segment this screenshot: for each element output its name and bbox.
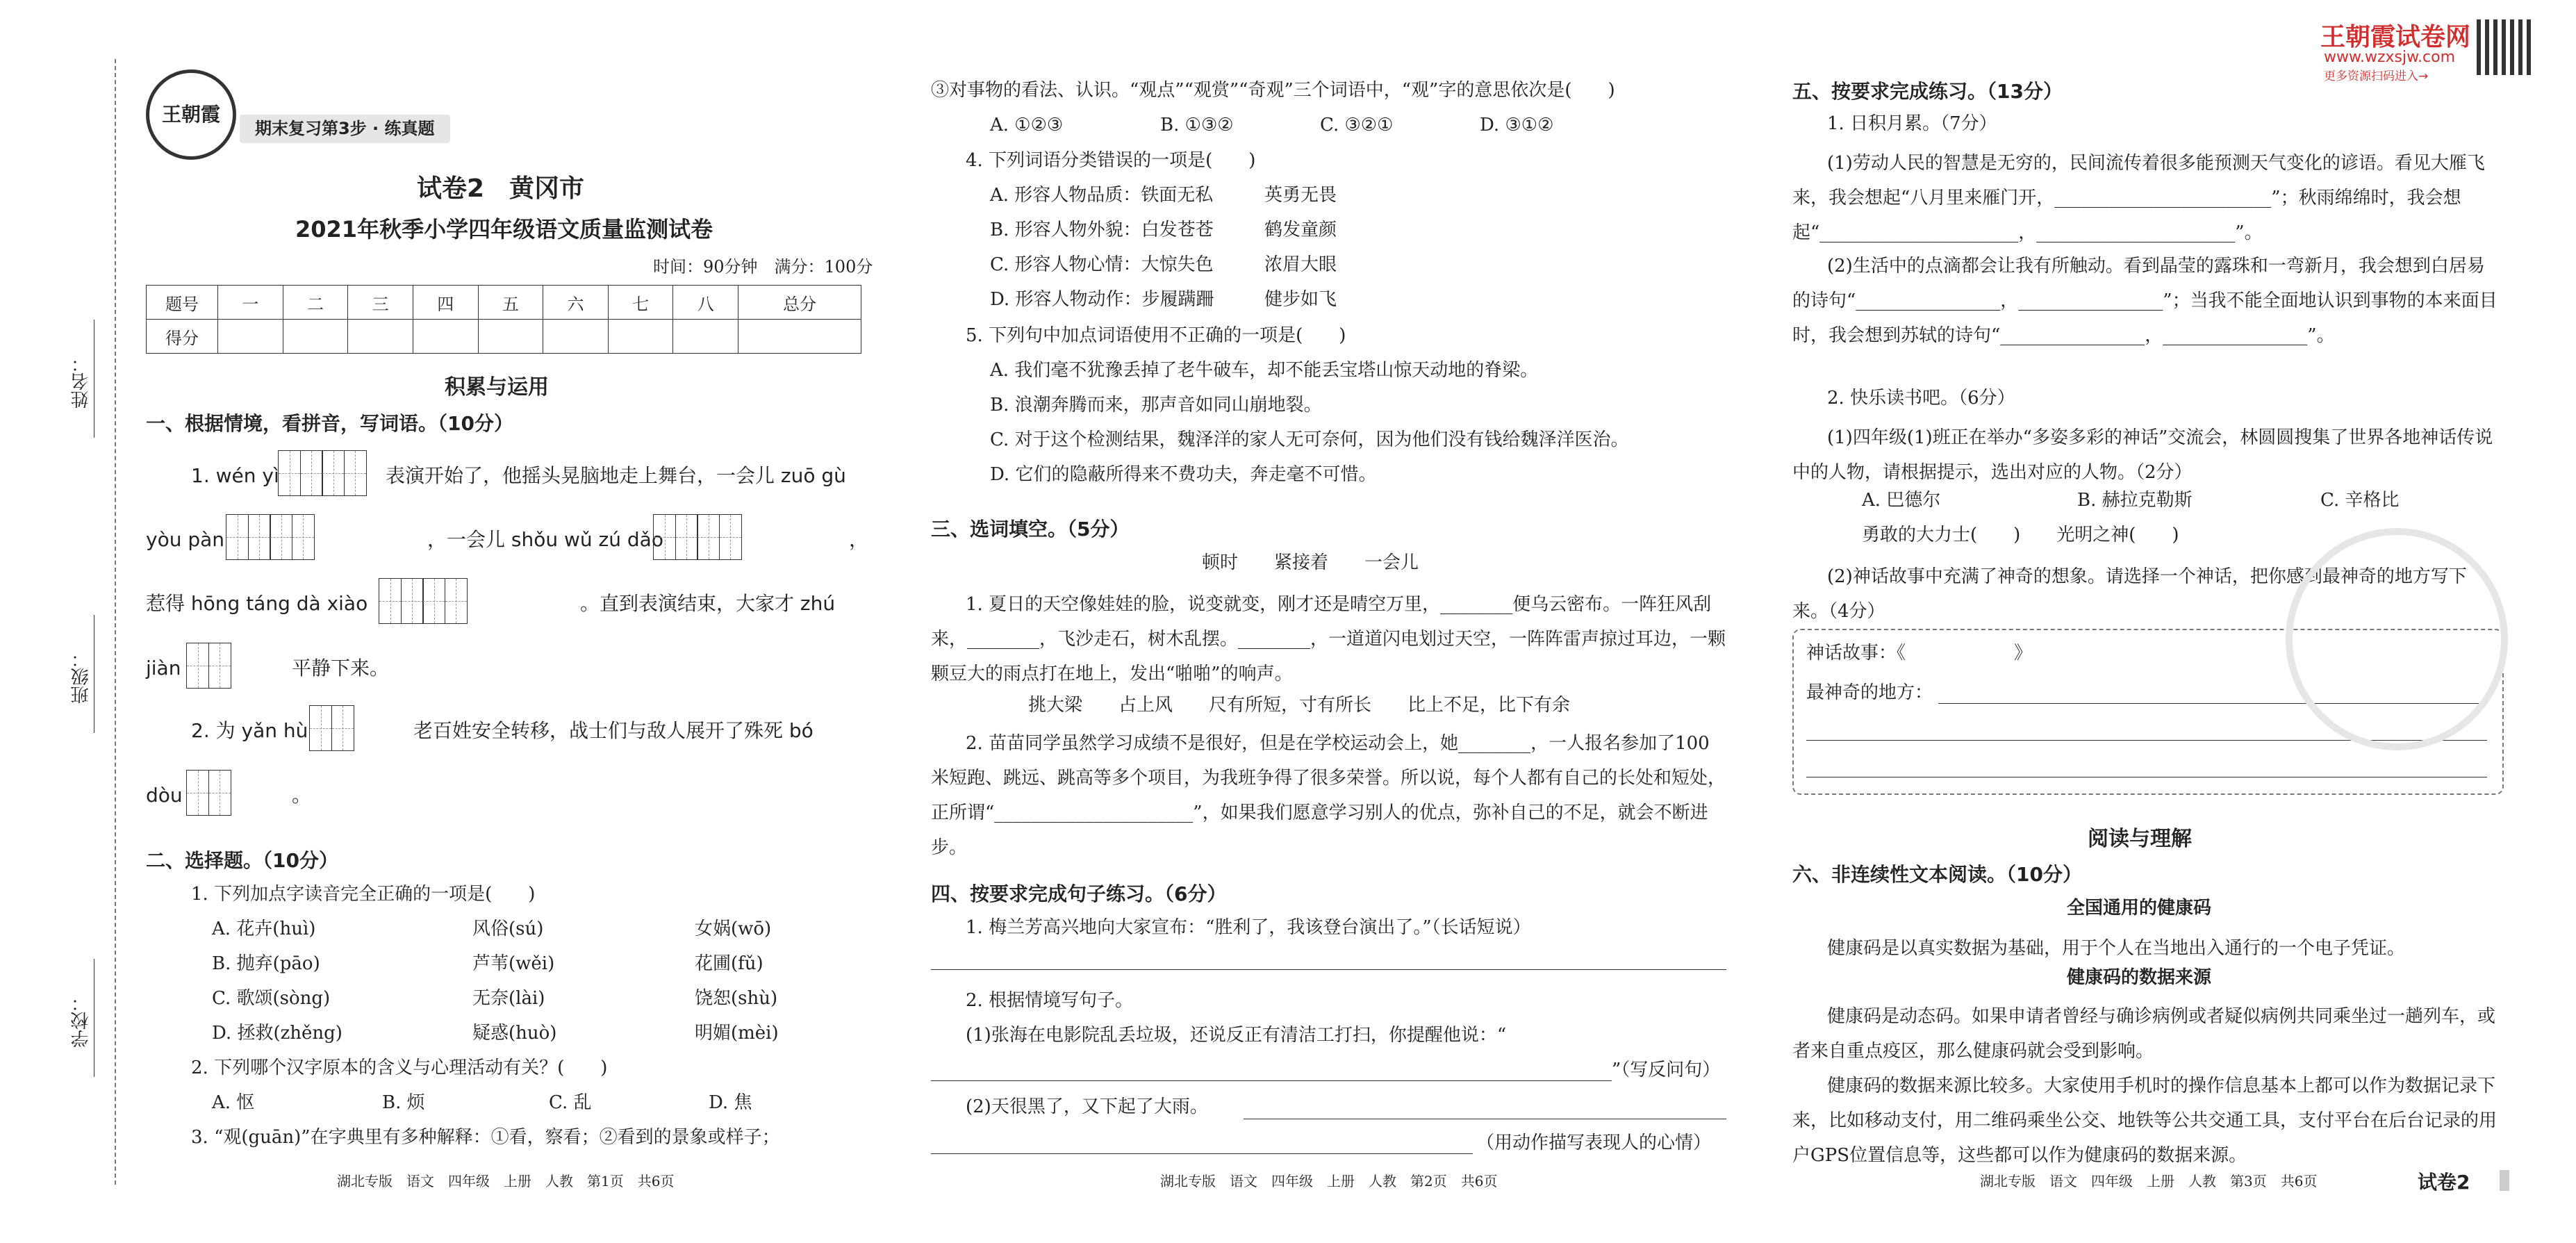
q3-title: 三、选词填空。（5分） (931, 518, 1130, 541)
q4-s2b-note: （用动作描写表现人的心情） (1476, 1133, 1712, 1153)
q3-p1: 1. 夏日的天空像娃娃的脸，说变就变，刚才还是晴空万里，________便乌云密布。一阵狂风刮来，________，飞沙走石，树木乱摆。________，一道道闪电划过天空，一阵阵雷声掠过耳边，一颗颗豆大的雨点打在地上，发出“啪啪”的响声。 (931, 594, 1726, 684)
option[interactable]: B. 形容人物外貌：白发苍苍 (990, 220, 1214, 240)
option[interactable]: A. 花卉(huì) (212, 919, 316, 939)
option[interactable]: B. 浪潮奔腾而来，那声音如同山崩地裂。 (990, 395, 1322, 415)
q2-s3: 3. “观(guān)”在字典里有多种解释：①看，察看；②看到的景象或样子； (191, 1127, 780, 1148)
score-cell[interactable] (543, 320, 609, 354)
q1-text: 。直到表演结束，大家才 zhú (580, 592, 836, 615)
option[interactable]: A. 怄 (212, 1092, 255, 1113)
site-url: www.wzxsjw.com (2324, 49, 2456, 66)
q1-text: 表演开始了，他摇头晃脑地走上舞台，一会儿 zuō gù (386, 464, 846, 487)
writing-grid[interactable] (186, 770, 230, 816)
option[interactable]: 花圃(fǔ) (695, 953, 763, 974)
part1-title: 积累与运用 (445, 375, 549, 400)
q3-words1: 顿时 紧接着 一会儿 (1202, 552, 1419, 573)
paper-badge: 试卷2 (2418, 1171, 2470, 1194)
q3-p2: 2. 苗苗同学虽然学习成绩不是很好，但是在学校运动会上，她________，一人报名参加了100米短跑、跳远、跳高等多个项目，为我班争得了很多荣誉。所以说，每个人都有自己的长处和短处，正所谓“______________________”，如果我们愿意学习别人的优点，弥补自己的不足，就会不断进步。 (931, 733, 1726, 858)
q6-h1: 全国通用的健康码 (2067, 898, 2212, 919)
option[interactable]: D. 它们的隐蔽所得来不费功夫，奔走毫不可惜。 (990, 464, 1377, 485)
q2-s5: 5. 下列句中加点词语使用不正确的一项是( ) (966, 325, 1346, 346)
q1-text: ， (849, 528, 869, 551)
score-cell[interactable] (478, 320, 543, 354)
answer-line[interactable] (931, 1080, 1612, 1081)
writing-grid[interactable] (186, 643, 230, 689)
answer-line[interactable] (931, 1153, 1473, 1154)
q2-s4: 4. 下列词语分类错误的一项是( ) (966, 150, 1256, 171)
option[interactable]: D. 形容人物动作：步履蹒跚 (990, 289, 1214, 310)
option[interactable]: 风俗(sú) (472, 919, 544, 939)
option[interactable]: B. ①③② (1160, 115, 1234, 135)
footer-page2: 湖北专版 语文 四年级 上册 人教 第2页 共6页 (1160, 1173, 1498, 1190)
writing-grid[interactable] (278, 450, 365, 496)
footer-page3: 湖北专版 语文 四年级 上册 人教 第3页 共6页 (1980, 1173, 2318, 1190)
brand-logo-text: 王朝霞 (161, 103, 220, 126)
q4-s2b: (2)天很黑了，又下起了大雨。 (966, 1096, 1208, 1117)
q6-title: 六、非连续性文本阅读。（10分） (1792, 863, 2082, 886)
q6-p2: 健康码是动态码。如果申请者曾经与确诊病例或者疑似病例共同乘坐过一趟列车，或者来自重点疫区，那么健康码就会受到影响。 (1792, 1006, 2496, 1062)
score-header: 二 (283, 286, 348, 320)
score-cell[interactable] (738, 320, 861, 354)
score-table (146, 285, 861, 354)
q4-title: 四、按要求完成句子练习。（6分） (931, 882, 1227, 905)
score-header: 一 (218, 286, 283, 320)
brand-logo (146, 69, 236, 160)
step-tag: 期末复习第3步 · 练真题 (240, 115, 450, 143)
name-label: 姓名： (71, 354, 92, 409)
option[interactable]: 饶恕(shù) (695, 988, 778, 1009)
q4-s2: 2. 根据情境写句子。 (966, 990, 1134, 1011)
option[interactable]: 明媚(mèi) (695, 1023, 779, 1044)
q3-words2: 挑大梁 占上风 尺有所短，寸有所长 比上不足，比下有余 (1028, 695, 1571, 716)
option[interactable]: D. 焦 (709, 1092, 752, 1113)
score-header: 五 (478, 286, 543, 320)
option[interactable]: C. 乱 (549, 1092, 592, 1113)
class-label: 班级： (71, 650, 92, 704)
writing-grid[interactable] (226, 514, 313, 560)
score-header: 总分 (738, 286, 861, 320)
q1-text: 2. 为 yǎn hù (191, 719, 308, 742)
q2-s3b: ③对事物的看法、认识。“观点”“观赏”“奇观”三个词语中，“观”字的意思依次是( ) (931, 80, 1615, 101)
q5-s1a: (1)劳动人民的智慧是无穷的，民间流传着很多能预测天气变化的谚语。看见大雁飞来，我会想起“八月里来雁门开，________________________”；秋雨绵绵时，我会想起“______________________，______________________”。 (1792, 153, 2485, 243)
writing-grid[interactable] (309, 705, 353, 751)
option[interactable]: B. 赫拉克勒斯 (2077, 490, 2193, 511)
box-wonder-label: 最神奇的地方： (1806, 682, 1933, 703)
score-cell[interactable] (283, 320, 348, 354)
score-header: 四 (413, 286, 478, 320)
score-cell[interactable] (608, 320, 673, 354)
option[interactable]: A. ①②③ (990, 115, 1064, 135)
q5-s2: 2. 快乐读书吧。（6分） (1827, 388, 2015, 409)
paper-subtitle: 2021年秋季小学四年级语文质量监测试卷 (295, 216, 713, 242)
option[interactable]: A. 我们毫不犹豫丢掉了老牛破车，却不能丢宝塔山惊天动地的脊梁。 (990, 360, 1539, 381)
q1-text: 惹得 hōng táng dà xiào (146, 592, 368, 615)
option[interactable]: C. 对于这个检测结果，魏泽洋的家人无可奈何，因为他们没有钱给魏泽洋医治。 (990, 429, 1629, 450)
score-header: 七 (608, 286, 673, 320)
footer-page1: 湖北专版 语文 四年级 上册 人教 第1页 共6页 (337, 1173, 675, 1190)
q1-text: 。 (292, 784, 312, 807)
q1-text: 老百姓安全转移，战士们与敌人展开了殊死 bó (413, 719, 814, 742)
q6-h2: 健康码的数据来源 (2067, 967, 2212, 988)
option[interactable]: 芦苇(wěi) (472, 953, 555, 974)
score-row-label: 得分 (147, 320, 218, 354)
option[interactable]: D. ③①② (1480, 115, 1554, 135)
q1-text: jiàn (146, 657, 181, 680)
q1-text: 平静下来。 (292, 657, 390, 680)
option-extra: 英勇无畏 (1264, 185, 1337, 206)
option-extra: 健步如飞 (1264, 289, 1337, 310)
school-label: 学校： (71, 994, 92, 1048)
q5-title: 五、按要求完成练习。（13分） (1792, 80, 2063, 103)
watermark-seal (2286, 528, 2508, 750)
q4-s2a: (1)张海在电影院乱丢垃圾，还说反正有清洁工打扫，你提醒他说：“ (966, 1025, 1507, 1046)
score-header: 六 (543, 286, 609, 320)
q2-title: 二、选择题。（10分） (146, 849, 338, 872)
site-title: 王朝霞试卷网 (2320, 23, 2471, 51)
option-extra: 鹤发童颜 (1264, 220, 1337, 240)
option[interactable]: 女娲(wō) (695, 919, 772, 939)
writing-grid[interactable] (379, 578, 466, 624)
option-extra: 浓眉大眼 (1264, 254, 1337, 275)
q5-s1: 1. 日积月累。（7分） (1827, 113, 1997, 134)
q4-s2a-note: ”（写反问句） (1612, 1060, 1721, 1080)
q5-s1b: (2)生活中的点滴都会让我有所触动。看到晶莹的露珠和一弯新月，我会想到白居易的诗句“________________，________________”；当我不能全面地认识到事物的本来面目时，我会想到苏轼的诗句“________________，________________”。 (1792, 256, 2497, 346)
option[interactable]: A. 形容人物品质：铁面无私 (990, 185, 1214, 206)
score-cell[interactable] (218, 320, 283, 354)
q1-text: 1. wén yì (191, 464, 279, 487)
part2-title: 阅读与理解 (2088, 827, 2192, 851)
score-cell[interactable] (673, 320, 738, 354)
q5-fill[interactable]: 勇敢的大力士( ) 光明之神( ) (1862, 525, 2179, 545)
box-story-label: 神话故事：《 》 (1806, 643, 2033, 664)
q1-text: yòu pàn (146, 528, 225, 551)
q4-s1: 1. 梅兰芳高兴地向大家宣布：“胜利了，我该登台演出了。”（长话短说） (966, 917, 1531, 938)
q6-p1: 健康码是以真实数据为基础，用于个人在当地出入通行的一个电子凭证。 (1827, 938, 2406, 959)
option[interactable]: 疑惑(huò) (472, 1023, 557, 1044)
option[interactable]: C. ③②① (1320, 115, 1394, 135)
writing-grid[interactable] (653, 514, 741, 560)
option[interactable]: 无奈(lài) (472, 988, 545, 1009)
badge-bar (2500, 1170, 2509, 1191)
option[interactable]: B. 烦 (382, 1092, 425, 1113)
q1-text: ，一会儿 shǒu wǔ zú dǎo (427, 528, 663, 551)
paper-title: 试卷2 黄冈市 (417, 174, 585, 203)
option[interactable]: B. 抛弃(pāo) (212, 953, 320, 974)
option[interactable]: D. 拯救(zhěng) (212, 1023, 342, 1044)
option[interactable]: C. 歌颂(sòng) (212, 988, 331, 1009)
option[interactable]: C. 形容人物心情：大惊失色 (990, 254, 1214, 275)
qr-code-icon[interactable] (2477, 19, 2532, 75)
score-cell[interactable] (348, 320, 413, 354)
q5-s2b: (2)神话故事中充满了神奇的想象。请选择一个神话，把你感到最神奇的地方写下来。（4分） (1792, 566, 2467, 622)
option[interactable]: C. 辛格比 (2320, 490, 2400, 511)
q2-s2: 2. 下列哪个汉字原本的含义与心理活动有关？( ) (191, 1057, 608, 1078)
q6-p3: 健康码的数据来源比较多。大家使用手机时的操作信息基本上都可以作为数据记录下来，比如移动支付，用二维码乘坐公交、地铁等公共交通工具，支付平台在后台记录的用户GPS位置信息等，这些都可以作为健康码的数据来源。 (1792, 1076, 2497, 1166)
q2-s1: 1. 下列加点字读音完全正确的一项是( ) (191, 884, 536, 905)
paper-time: 时间：90分钟 满分：100分 (653, 257, 873, 277)
answer-line[interactable] (931, 969, 1726, 970)
score-cell[interactable] (413, 320, 478, 354)
binding-line (115, 59, 116, 1185)
site-note: 更多资源扫码进入→ (2324, 69, 2429, 83)
q1-title: 一、根据情境，看拼音，写词语。（10分） (146, 412, 513, 435)
q1-text: dòu (146, 784, 183, 807)
score-header: 八 (673, 286, 738, 320)
score-header: 题号 (147, 286, 218, 320)
q5-s2a: (1)四年级(1)班正在举办“多姿多彩的神话”交流会，林圆圆搜集了世界各地神话传说中的人物，请根据提示，选出对应的人物。（2分） (1792, 427, 2493, 483)
option[interactable]: A. 巴德尔 (1862, 490, 1941, 511)
score-header: 三 (348, 286, 413, 320)
